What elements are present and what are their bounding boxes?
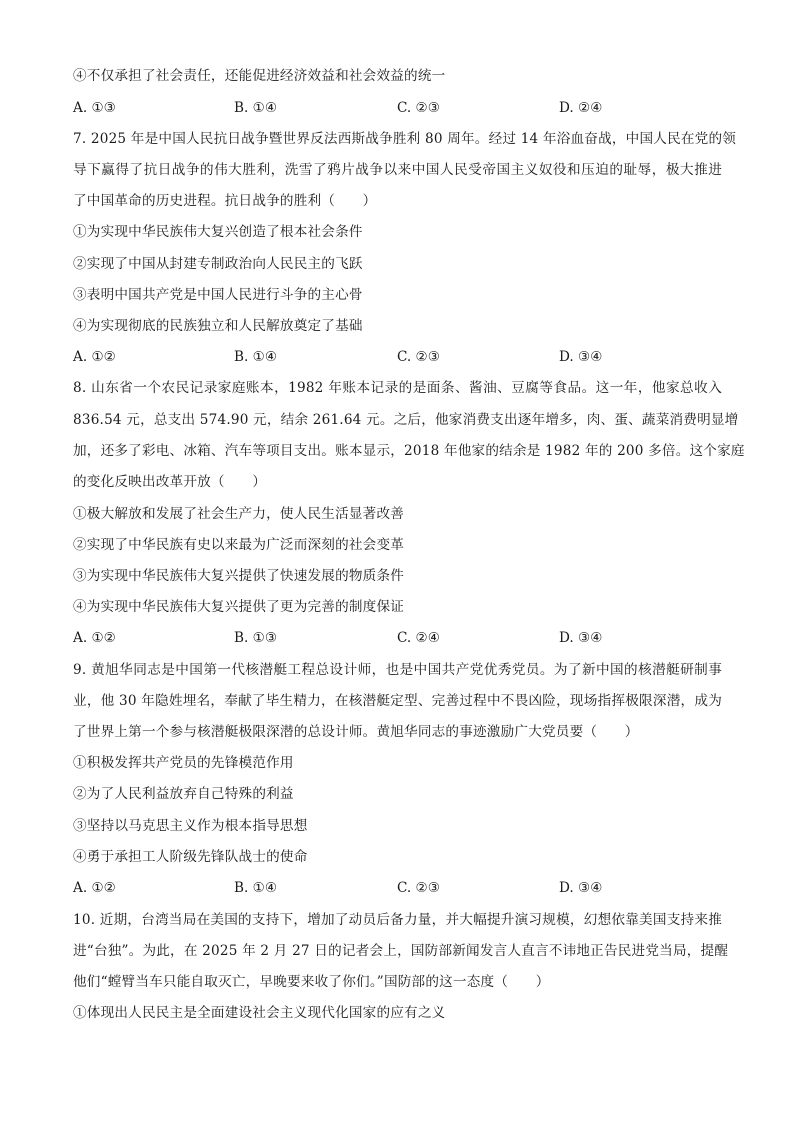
q8-statement-1: ①极大解放和发展了社会生产力，使人民生活显著改善: [73, 506, 405, 522]
q9-option-b: B. ①④: [234, 880, 278, 896]
q8-option-b: B. ①③: [234, 630, 278, 646]
q7-statement-3: ③表明中国共产党是中国人民进行斗争的主心骨: [73, 287, 363, 303]
q7-option-d: D. ③④: [559, 349, 603, 365]
q8-stem-line-2: 836.54 元，总支出 574.90 元，结余 261.64 元。之后，他家消费支出逐年增多，肉、蛋、蔬菜消费明显增: [73, 412, 739, 428]
q9-option-c: C. ②③: [397, 880, 440, 896]
q9-stem-line-2: 业，他 30 年隐姓埋名，奉献了毕生精力，在核潜艇定型、完善过程中不畏凶险，现场指挥极限深潜，成为: [73, 693, 722, 709]
q6-option-d: D. ②④: [559, 100, 603, 116]
q8-stem-line-1: 8. 山东省一个农民记录家庭账本，1982 年账本记录的是面条、酱油、豆腐等食品。这一年，他家总收入: [73, 380, 722, 396]
q6-statement-4: ④不仅承担了社会责任，还能促进经济效益和社会效益的统一: [73, 68, 446, 84]
q6-option-b: B. ①④: [234, 100, 278, 116]
q6-option-c: C. ②③: [397, 100, 440, 116]
q9-stem-line-3: 了世界上第一个参与核潜艇极限深潜的总设计师。黄旭华同志的事迹激励广大党员要（ ）: [73, 724, 639, 740]
q7-statement-2: ②实现了中国从封建专制政治向人民民主的飞跃: [73, 256, 363, 272]
q7-option-a: A. ①②: [73, 349, 116, 365]
q8-statement-2: ②实现了中华民族有史以来最为广泛而深刻的社会变革: [73, 537, 405, 553]
q9-statement-2: ②为了人民利益放弃自己特殊的利益: [73, 786, 294, 802]
q9-statement-3: ③坚持以马克思主义作为根本指导思想: [73, 818, 308, 834]
q8-option-c: C. ②④: [397, 630, 440, 646]
q9-stem-line-1: 9. 黄旭华同志是中国第一代核潜艇工程总设计师，也是中国共产党优秀党员。为了新中国的核潜艇研制事: [73, 662, 722, 678]
q8-stem-line-4: 的变化反映出改革开放（ ）: [73, 474, 267, 490]
q7-option-c: C. ②③: [397, 349, 440, 365]
q10-stem-line-2: 进“台独”。为此，在 2025 年 2 月 27 日的记者会上，国防部新闻发言人直言不讳地正告民进党当局，提醒: [73, 943, 729, 959]
q8-stem-line-3: 加，还多了彩电、冰箱、汽车等项目支出。账本显示，2018 年他家的结余是 1982 年的 200 多倍。这个家庭: [73, 443, 745, 459]
q9-statement-1: ①积极发挥共产党员的先锋模范作用: [73, 755, 294, 771]
q6-option-a: A. ①③: [73, 100, 116, 116]
q7-stem-line-2: 导下赢得了抗日战争的伟大胜利，洗雪了鸦片战争以来中国人民受帝国主义奴役和压迫的耻辱，极大推进: [73, 162, 722, 178]
q9-statement-4: ④勇于承担工人阶级先锋队战士的使命: [73, 849, 308, 865]
q8-statement-4: ④为实现中华民族伟大复兴提供了更为完善的制度保证: [73, 599, 405, 615]
q7-option-b: B. ①④: [234, 349, 278, 365]
q7-statement-4: ④为实现彻底的民族独立和人民解放奠定了基础: [73, 318, 363, 334]
q8-option-d: D. ③④: [559, 630, 603, 646]
q8-statement-3: ③为实现中华民族伟大复兴提供了快速发展的物质条件: [73, 568, 405, 584]
q7-stem-line-3: 了中国革命的历史进程。抗日战争的胜利（ ）: [73, 193, 377, 209]
q7-stem-line-1: 7. 2025 年是中国人民抗日战争暨世界反法西斯战争胜利 80 周年。经过 14 年浴血奋战，中国人民在党的领: [73, 131, 737, 147]
q10-statement-1: ①体现出人民民主是全面建设社会主义现代化国家的应有之义: [73, 1005, 446, 1021]
q9-option-d: D. ③④: [559, 880, 603, 896]
q9-option-a: A. ①②: [73, 880, 116, 896]
q7-statement-1: ①为实现中华民族伟大复兴创造了根本社会条件: [73, 224, 363, 240]
q10-stem-line-1: 10. 近期，台湾当局在美国的支持下，增加了动员后备力量，并大幅提升演习规模，幻想依靠美国支持来推: [73, 912, 722, 928]
q8-option-a: A. ①②: [73, 630, 116, 646]
q10-stem-line-3: 他们“螳臂当车只能自取灭亡，早晚要来收了你们。”国防部的这一态度（ ）: [73, 974, 550, 990]
